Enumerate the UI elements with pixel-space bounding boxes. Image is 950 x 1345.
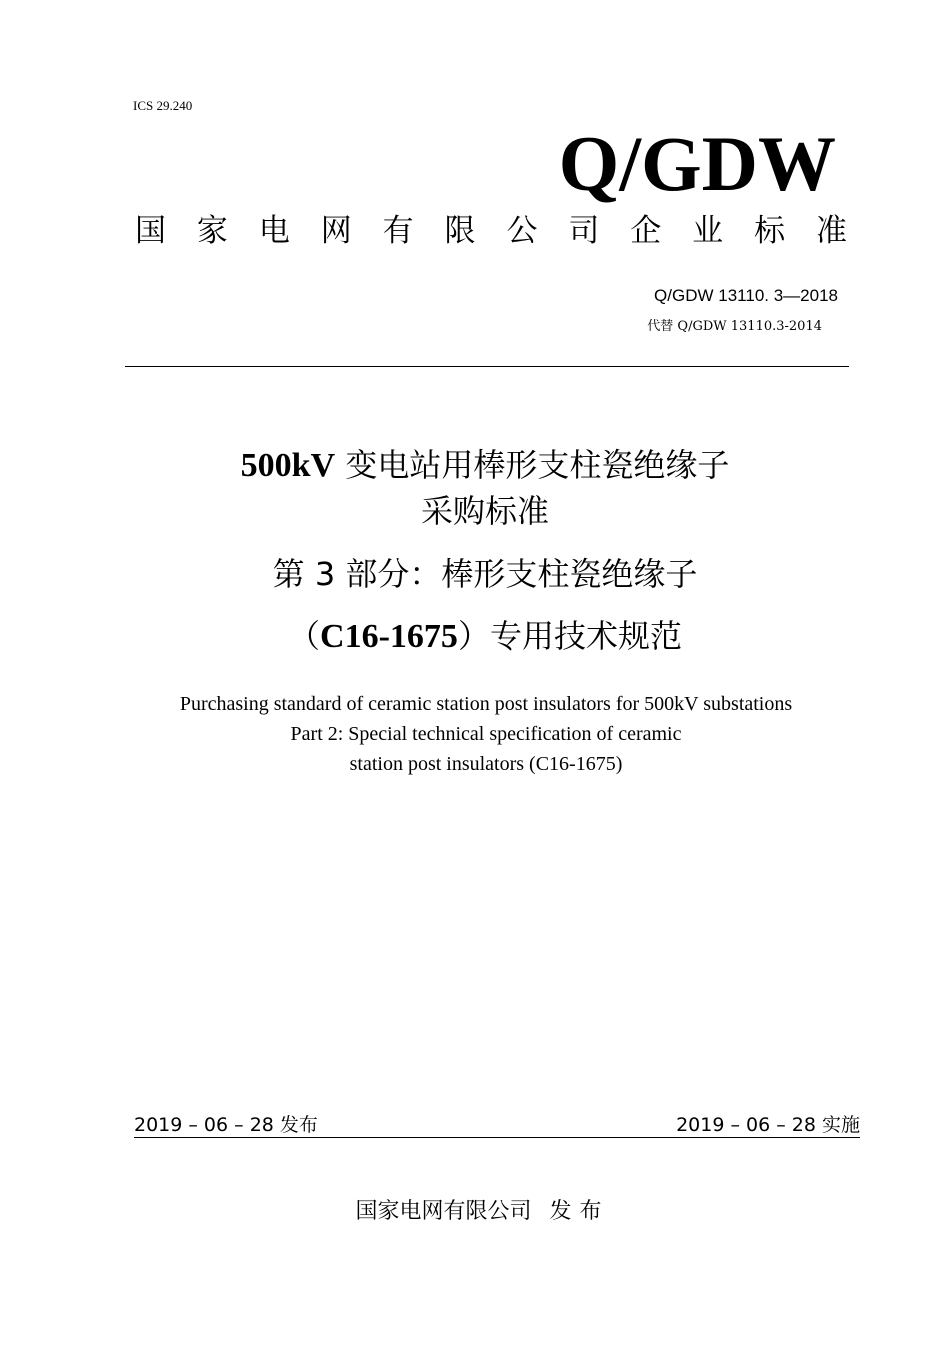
- top-divider: [125, 366, 849, 367]
- title-open-paren: （: [288, 617, 321, 655]
- banner-char: 有: [382, 213, 414, 249]
- title-line-4-text: ）专用技术规范: [457, 617, 682, 655]
- enterprise-standard-banner: [135, 213, 847, 249]
- title-line-3: 第 3 部分：棒形支柱瓷绝缘子: [272, 555, 698, 593]
- issue-date: 2019 – 06 – 28 发布: [134, 1114, 318, 1136]
- banner-char: 限: [444, 213, 476, 249]
- publisher-name: 国家电网有限公司: [355, 1199, 532, 1224]
- title-voltage: 500kV: [240, 447, 336, 484]
- english-title-line-2: Part 2: Special technical specification of ceramic: [290, 723, 682, 745]
- bottom-divider: [134, 1137, 860, 1138]
- banner-char: 国: [135, 213, 166, 249]
- banner-char: 公: [506, 213, 538, 249]
- banner-char: 家: [196, 213, 228, 249]
- banner-char: 企: [630, 213, 662, 249]
- title-line-1: [0, 446, 950, 485]
- banner-char: 标: [754, 213, 786, 249]
- banner-char: 电: [258, 213, 290, 249]
- implementation-date: 2019 – 06 – 28 实施: [676, 1114, 860, 1136]
- english-title-line-1: Purchasing standard of ceramic station post insulators for 500kV substations: [179, 693, 793, 715]
- title-line-1-text: 变电站用棒形支柱瓷绝缘子: [335, 446, 730, 484]
- banner-char: 网: [320, 213, 352, 249]
- banner-char: 准: [815, 213, 847, 249]
- standard-logo: Q/GDW: [558, 120, 836, 207]
- banner-char: 司: [568, 213, 600, 249]
- title-line-2: 采购标准: [420, 492, 549, 530]
- ics-code: ICS 29.240: [133, 98, 193, 113]
- banner-char: 业: [692, 213, 724, 249]
- english-title-line-3: station post insulators (C16-1675): [349, 753, 623, 775]
- publisher-verb: 发布: [549, 1199, 610, 1224]
- replaces-standard: 代替 Q/GDW 13110.3-2014: [647, 319, 822, 334]
- standard-number: Q/GDW 13110. 3—2018: [654, 286, 838, 305]
- title-line-4: [0, 617, 950, 656]
- publisher: [0, 1194, 950, 1225]
- title-model: C16-1675: [320, 618, 458, 655]
